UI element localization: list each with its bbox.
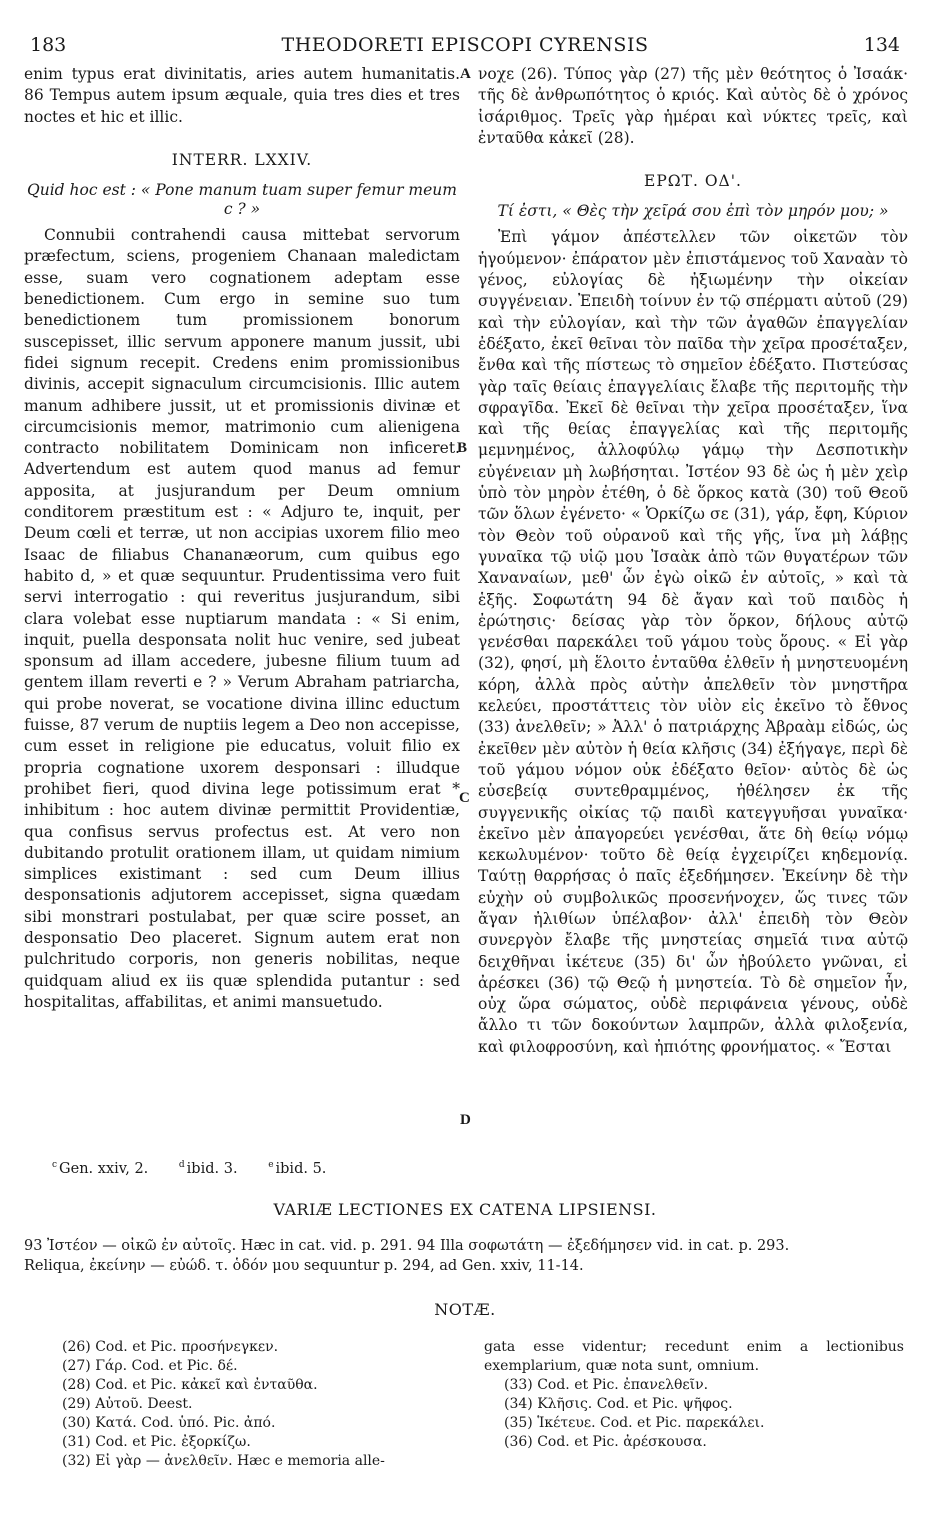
footnote-d	[179, 1161, 238, 1177]
note-27: (27) Γάρ. Cod. et Pic. δέ.	[62, 1358, 238, 1374]
page-number-left: 183	[30, 34, 67, 56]
footnote-text: ibid. 5.	[275, 1160, 327, 1177]
notes-left-column	[62, 1338, 462, 1471]
note-32-continuation: gata esse videntur; recedunt enim a lectionibus exemplarium, quæ nota sunt, omnium.	[484, 1339, 904, 1374]
footnote-mark: d	[178, 1160, 185, 1170]
latin-question: Quid hoc est : « Pone manum tuam super femur meum c ? »	[27, 181, 457, 219]
margin-marker-a: A	[460, 66, 471, 82]
footnote-mark: e	[268, 1160, 274, 1170]
running-title: THEODORETI EPISCOPI CYRENSIS	[281, 34, 649, 56]
greek-section-heading: ΕΡΩΤ. ΟΔ'.	[644, 172, 742, 191]
note-32: (32) Εἰ γὰρ — ἀνελθεῖν. Hæc e memoria alle-	[62, 1453, 385, 1469]
margin-marker-b: B	[457, 440, 468, 456]
latin-section-heading: INTERR. LXXIV.	[171, 150, 313, 169]
note-29: (29) Αὐτοῦ. Deest.	[62, 1396, 193, 1412]
greek-question: Τί ἐστι, « Θὲς τὴν χεῖρά σου ἐπὶ τὸν μηρόν μου; »	[497, 202, 889, 221]
latin-paragraph-2: Connubii contrahendi causa mittebat servorum præfectum, sciens, progeniem Chanaan maledictam esse, suam vero cognationem adeptam esse benedictionem. Cum ergo in semine suo tum benedictionem tum promissionem bonorum suscepisset, illic servum apponere manum jussit, ubi fidei signum recepit. Credens enim promissionibus divinis, accepit signaculum circumcisionis. Illic autem manum adhibere jussit, ut et promissionis divinæ et circumcisionis memor, matrimonio cum alienigena contracto nobilitatem Dominicam non inficeret. Advertendum est autem quod manus ad femur apposita, at jusjurandum per Deum omnium conditorem præstitum est : « Adjuro te, inquit, per Deum cœli et terræ, ut non accipias uxorem filio meo Isaac de filiabus Chananæorum, cum quibus ego habito d, » et quæ sequuntur. Prudentissima vero fuit servi interrogatio : qui reveritus jusjurandum, sibi clara volebat esse nuptiarum mandata : « Si enim, inquit, puella desponsata nolit huc venire, sed jubeat sponsum ad illam accedere, jubesne filium tuum ad gentem illam reverti e ? » Verum Abraham patriarcha, qui probe noverat, se vocatione divina illinc eductum fuisse, 87 verum de nuptiis legem a Deo non accepisse, cum esset in religione pie educatus, voluit filio ex propria cognatione uxorem desponsari : illudque prohibet fieri, quod divina lege potissimum erat * inhibitum : hoc autem divinæ permittit Providentiæ, qua confisus servus profectus est. At vero non dubitando protulit orationem illam, ut quidam nimium simplices existimant : sed cum Deum illius desponsationis adjutorem accepisset, signa quædam sibi monstrari postulabat, per quæ scire posset, an desponsatio Deo placeret. Signum autem erat non pulchritudo corporis, non generis nobilitas, neque quidquam aliud ex iis quæ splendida putantur : sed hospitalitas, affabilitas, et animi mansuetudo.	[24, 226, 460, 1011]
note-33: (33) Cod. et Pic. ἐπανελθεῖν.	[504, 1377, 709, 1393]
variae-heading: VARIÆ LECTIONES EX CATENA LIPSIENSI.	[273, 1200, 657, 1219]
greek-column	[478, 64, 908, 1058]
notae-heading: NOTÆ.	[434, 1300, 496, 1319]
footnote-text: Gen. xxiv, 2.	[59, 1160, 149, 1177]
latin-paragraph-1: enim typus erat divinitatis, aries autem humanitatis. 86 Tempus autem ipsum æquale, quia tres dies et tres noctes et hic et illic.	[24, 65, 460, 126]
greek-paragraph-2: Ἐπὶ γάμον ἀπέστελλεν τῶν οἰκετῶν τὸν ἡγούμενον· ἐπάρατον μὲν ἐπιστάμενος τοῦ Χαναὰν τὸ γένος, εὐλογίας δὲ ἠξιωμένην τὴν οἰκείαν συγγένειαν. Ἐπειδὴ τοίνυν ἐν τῷ σπέρματι αὐτοῦ (29) καὶ τὴν εὐλογίαν, καὶ τὴν τῶν ἀγαθῶν ἐπαγγελίαν ἐδέξατο, ἐκεῖ θεῖναι τὸν παῖδα τὴν χεῖρα προσέταξεν, ἔνθα καὶ τῆς πίστεως τὸ σημεῖον ἐδέξατο. Πιστεύσας γὰρ ταῖς θείαις ἐπαγγελίαις ἔλαβε τῆς περιτομῆς τὴν σφραγῖδα. Ἐκεῖ δὲ θεῖναι τὴν χεῖρα προσέταξεν, ἵνα καὶ τῆς θείας ἐπαγγελίας καὶ τῆς περιτομῆς μεμνημένος, ἀλλοφύλῳ γάμῳ τὴν Δεσποτικὴν εὐγένειαν μὴ λωβήσηται. Ἰστέον 93 δὲ ὡς ἡ μὲν χεὶρ ὑπὸ τὸν μηρὸν ἐτέθη, ὁ δὲ ὅρκος κατὰ (30) τοῦ Θεοῦ τῶν ὅλων ἐγένετο· « Ὁρκίζω σε (31), γάρ, ἔφη, Κύριον τὸν Θεὸν τοῦ οὐρανοῦ καὶ τῆς γῆς, ἵνα μὴ λάβῃς γυναῖκα τῷ υἱῷ μου Ἰσαὰκ ἀπὸ τῶν θυγατέρων τῶν Χαναναίων, μεθ' ὧν ἐγὼ οἰκῶ ἐν αὐτοῖς, » καὶ τὰ ἑξῆς. Σοφωτάτη 94 δὲ ἄγαν καὶ τοῦ παιδὸς ἡ ἐρώτησις· δείσας γὰρ τὸν ὅρκον, δήλους αὐτῷ γενέσθαι παρεκάλει τοῦ γάμου τοὺς ὅρους. « Εἰ γὰρ (32), φησί, μὴ ἕλοιτο ἐνταῦθα ἐλθεῖν ἡ μνηστευομένη κόρη, ἀλλὰ πρὸς αὐτὴν ἀπελθεῖν τὸν μνηστῆρα κελεύει, προστάττεις τὸν υἱὸν εἰς ἐκεῖνο τὸ ἔθνος (33) ἀνελθεῖν; » Ἀλλ' ὁ πατριάρχης Ἀβραὰμ εἰδώς, ὡς ἐκεῖθεν μὲν αὐτὸν ἡ θεία κλῆσις (34) ἐξήγαγε, περὶ δὲ τοῦ γάμου νόμον οὐκ ἐδέξατο θεῖον· αὐτὸς δὲ ὡς εὐσεβείᾳ συντεθραμμένος, ἠθέλησεν ἐκ τῆς συγγενικῆς οἰκίας τῷ παιδὶ κατεγγυῆσαι γυναῖκα· ἐκεῖνο μὲν ἀπαγορεύει γενέσθαι, ἅτε δὴ θείῳ νόμῳ κεκωλυμένον· τοῦτο δὲ θείᾳ ἐγχειρίζει κηδεμονίᾳ. Ταύτῃ θαρρήσας ὁ παῖς ἐξεδήμησεν. Ἐκείνην δὲ τὴν εὐχὴν οὐ συμβολικῶς προσενήνοχεν, ὥς τινες τῶν ἄγαν ἠλιθίων ὑπέλαβον· ἀλλ' ἐπειδὴ τὸν Θεὸν συνεργὸν ἔλαβε τῆς μνηστείας σημεῖά τινα αὐτῷ δειχθῆναι ἱκέτευε (35) δι' ὧν ἠβούλετο γνῶναι, εἰ ἀρέσκει (36) τῷ Θεῷ ἡ μνηστεία. Τὸ δὲ σημεῖον ἦν, οὐχ ὥρα σώματος, οὐδὲ περιφάνεια γένους, οὐδὲ ἄλλο τι τῶν δοκούντων λαμπρῶν, ἀλλὰ φιλοξενία, καὶ φιλοφροσύνη, καὶ ἠπιότης φρονήματος. « Ἔσται	[478, 228, 908, 1056]
variae-line-1: 93 Ἰστέον — οἰκῶ ἐν αὐτοῖς. Hæc in cat. vid. p. 291. 94 Illa σοφωτάτη — ἐξεδήμησεν vid. in cat. p. 293.	[24, 1238, 790, 1254]
variae-line-2: Reliqua, ἐκείνην — εὐώδ. τ. ὁδόν μου sequuntur p. 294, ad Gen. xxiv, 11-14.	[24, 1258, 584, 1274]
running-header	[30, 34, 900, 62]
greek-paragraph-1: νοχε (26). Τύπος γὰρ (27) τῆς μὲν θεότητος ὁ Ἰσαάκ· τῆς δὲ ἀνθρωπότητος ὁ κριός. Καὶ αὐτὸς δὲ ὁ χρόνος ἰσάριθμος. Τρεῖς γὰρ ἡμέραι καὶ νύκτες τρεῖς, καὶ ἐνταῦθα κἀκεῖ (28).	[478, 65, 908, 147]
note-28: (28) Cod. et Pic. κἀκεῖ καὶ ἐνταῦθα.	[62, 1377, 318, 1393]
notes-right-column	[484, 1338, 904, 1452]
footnote-text: ibid. 3.	[186, 1160, 238, 1177]
variae-lectiones	[24, 1236, 906, 1276]
page-number-right: 134	[863, 34, 900, 56]
margin-marker-d: D	[460, 1112, 471, 1128]
note-26: (26) Cod. et Pic. προσήνεγκεν.	[62, 1339, 279, 1355]
margin-marker-c: C	[459, 790, 470, 806]
footnote-e	[268, 1161, 326, 1177]
note-34: (34) Κλῆσις. Cod. et Pic. ψῆφος.	[504, 1396, 733, 1412]
footnote-c	[52, 1161, 148, 1177]
latin-column	[24, 64, 460, 1013]
note-35: (35) Ἱκέτευε. Cod. et Pic. παρεκάλει.	[504, 1415, 765, 1431]
note-31: (31) Cod. et Pic. ἐξορκίζω.	[62, 1434, 251, 1450]
footnote-mark: c	[52, 1160, 58, 1170]
note-30: (30) Κατά. Cod. ὑπό. Pic. ἀπό.	[62, 1415, 276, 1431]
note-36: (36) Cod. et Pic. ἀρέσκουσα.	[504, 1434, 707, 1450]
footnotes	[52, 1160, 352, 1177]
